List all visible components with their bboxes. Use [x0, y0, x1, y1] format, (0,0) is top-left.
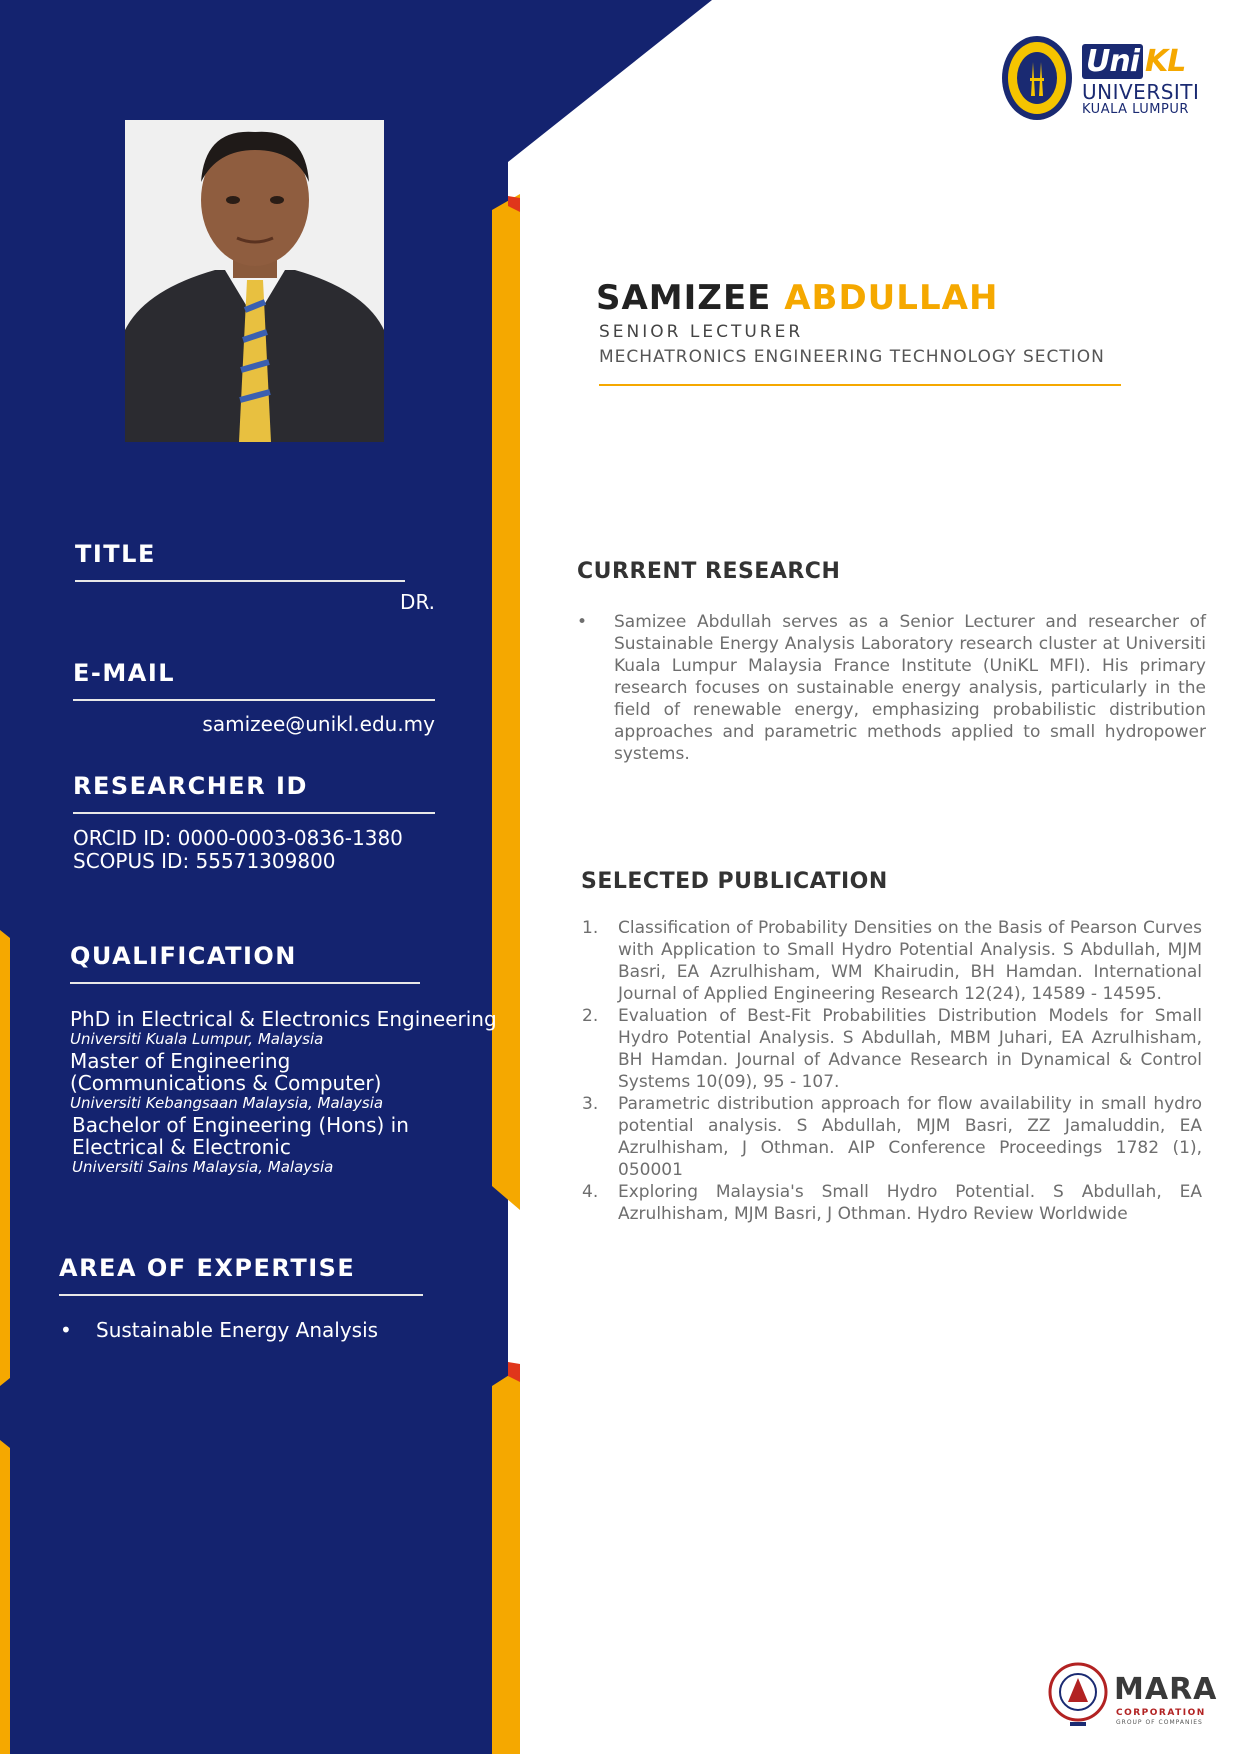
list-item: • Sustainable Energy Analysis [60, 1318, 378, 1342]
expertise-heading: AREA OF EXPERTISE [59, 1254, 356, 1282]
logo-kl-text: KL [1145, 44, 1186, 79]
email-heading: E-MAIL [73, 659, 176, 687]
qualification-degree: (Communications & Computer) [70, 1071, 382, 1095]
expertise-list [60, 1318, 378, 1342]
list-item [580, 917, 1202, 1005]
unikl-crest-icon [1000, 34, 1074, 122]
title-value: DR. [400, 590, 435, 614]
publication-number: 2. [582, 1006, 599, 1026]
logo-uni-text: Uni [1082, 44, 1143, 79]
unikl-logo [1000, 34, 1200, 124]
profile-photo [125, 120, 384, 442]
current-research-heading: CURRENT RESEARCH [577, 559, 841, 584]
person-silhouette-icon [125, 120, 384, 442]
mara-crest-icon [1048, 1660, 1108, 1728]
mara-text: MARA [1114, 1672, 1218, 1707]
publication-number: 4. [582, 1182, 599, 1202]
publication-text: Classification of Probability Densities on the Basis of Pearson Curves with Application to Small Hydro Potential Analysis. S Abdullah, MJM Basri, EA Azrulhisham, WM Khairudin, BH Hamdan. International Journal of Applied Engineering Research 12(24), 14589 - 14595. [618, 918, 1202, 1004]
mara-logo [1048, 1660, 1218, 1730]
name-divider [599, 384, 1121, 386]
publication-number: 1. [582, 918, 599, 938]
publication-text: Evaluation of Best-Fit Probabilities Distribution Models for Small Hydro Potential Analysis. S Abdullah, MBM Juhari, EA Azrulhisham, BH Hamdan. Journal of Advance Research in Dynamical & Control Systems 10(09), 95 - 107. [618, 1006, 1202, 1092]
publication-text: Parametric distribution approach for flow availability in small hydro potential analysis. S Abdullah, MJM Basri, ZZ Jamaluddin, EA Azrulhisham, J Othman. AIP Conference Proceedings 1782 (1), 050001 [618, 1094, 1202, 1180]
publication-text: Exploring Malaysia's Small Hydro Potential. S Abdullah, EA Azrulhisham, MJM Basri, J Othman. Hydro Review Worldwide [618, 1182, 1202, 1224]
qualification-heading: QUALIFICATION [70, 942, 297, 970]
section-name: MECHATRONICS ENGINEERING TECHNOLOGY SECTION [599, 347, 1105, 367]
first-name: SAMIZEE [596, 278, 772, 318]
logo-kuala-lumpur-text: KUALA LUMPUR [1082, 102, 1189, 117]
orcid-id: ORCID ID: 0000-0003-0836-1380 [73, 826, 403, 850]
researcher-id-heading: RESEARCHER ID [73, 772, 308, 800]
logo-universiti-text: UNIVERSITI [1082, 80, 1200, 104]
profile-name [596, 278, 998, 318]
qualification-degree: Bachelor of Engineering (Hons) in [72, 1113, 409, 1137]
last-name: ABDULLAH [784, 278, 999, 318]
accent-strip-bottom [492, 1368, 520, 1754]
research-paragraph: • Samizee Abdullah serves as a Senior Lecturer and researcher of Sustainable Energy Analysis Laboratory research cluster at Universiti Kuala Lumpur Malaysia France Institute (UniKL MFI). His primary research focuses on sustainable energy analysis, particularly in the field of renewable energy, emphasizing probabilistic distribution approaches and parametric methods applied to small hydropower systems. [576, 611, 1206, 765]
qualification-institution: Universiti Kebangsaan Malaysia, Malaysia [70, 1094, 384, 1112]
qualification-degree: Electrical & Electronic [72, 1135, 291, 1159]
qualification-institution: Universiti Kuala Lumpur, Malaysia [70, 1030, 324, 1048]
qualification-degree: PhD in Electrical & Electronics Engineering [70, 1007, 497, 1031]
list-item [580, 1181, 1202, 1225]
publication-list [580, 917, 1202, 1225]
research-list [576, 611, 1206, 765]
publication-number: 3. [582, 1094, 599, 1114]
left-edge-strip-1 [0, 930, 10, 1386]
title-divider [75, 580, 405, 582]
list-item [580, 1005, 1202, 1093]
qualification-divider [70, 982, 420, 984]
qualification-list [70, 1008, 510, 1178]
qualification-institution: Universiti Sains Malaysia, Malaysia [72, 1158, 334, 1176]
researcher-id-divider [73, 812, 435, 814]
list-item [580, 1093, 1202, 1181]
email-value[interactable]: samizee@unikl.edu.my [202, 712, 435, 736]
email-divider [73, 699, 435, 701]
expertise-divider [59, 1294, 423, 1296]
position-title: SENIOR LECTURER [599, 322, 804, 342]
mara-group-text: GROUP OF COMPANIES [1116, 1719, 1203, 1726]
title-heading: TITLE [75, 540, 156, 568]
scopus-id: SCOPUS ID: 55571309800 [73, 849, 336, 873]
mara-corporation-text: CORPORATION [1116, 1708, 1206, 1718]
left-edge-strip-2 [0, 1440, 10, 1754]
qualification-degree: Master of Engineering [70, 1049, 291, 1073]
selected-publication-heading: SELECTED PUBLICATION [581, 869, 888, 894]
